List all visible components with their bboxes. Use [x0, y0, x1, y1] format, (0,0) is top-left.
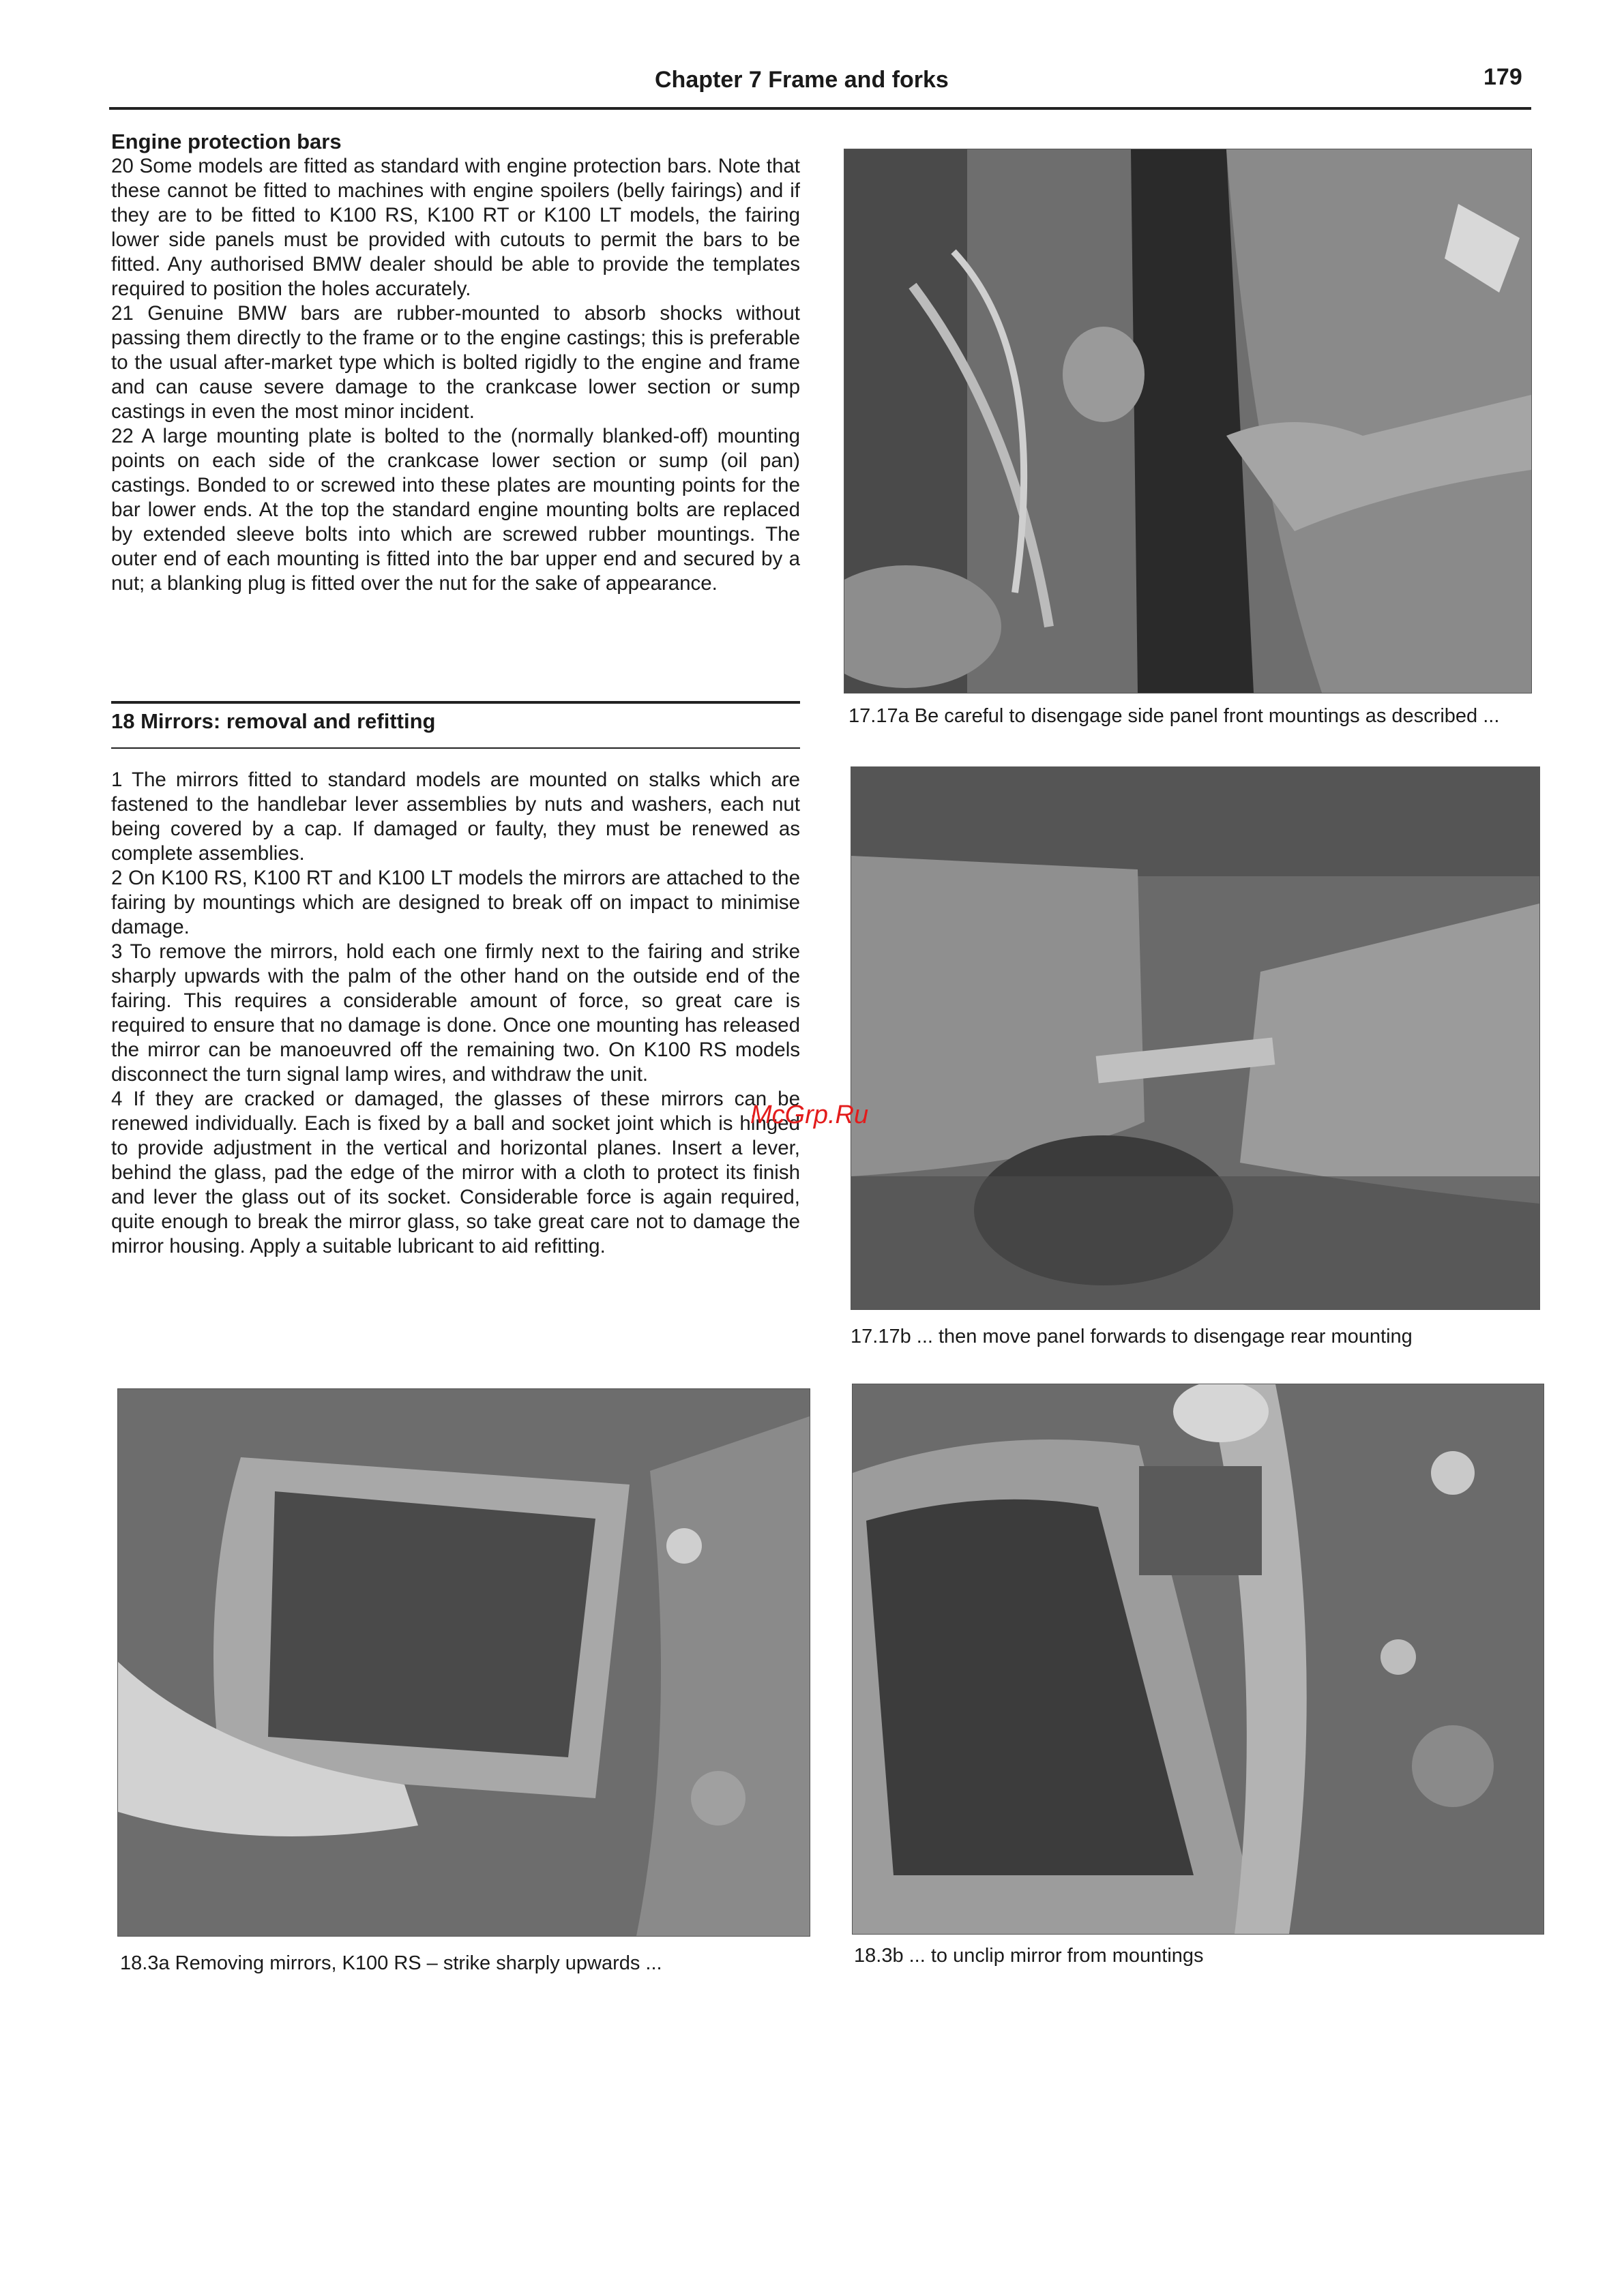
page-number: 179	[1483, 64, 1522, 90]
mirrors-section	[111, 768, 800, 1259]
paragraph-21: 21 Genuine BMW bars are rubber-mounted to absorb shocks without passing them directly to the frame or to the engine castings; this is preferable to the usual after-market type which is bolted rigidly to the engine and frame and can cause severe damage to the crankcase lower section or sump castings in even the most minor incident.	[111, 302, 800, 423]
engine-bars-heading: Engine protection bars	[111, 130, 342, 153]
paragraph-1: 1 The mirrors fitted to standard models are mounted on stalks which are fastened to the handlebar lever assemblies by nuts and washers, each nut being covered by a cap. If damaged or faulty, they must be renewed as complete assemblies.	[111, 769, 800, 865]
photo-17-17a	[844, 149, 1532, 694]
caption-17-17a: 17.17a Be careful to disengage side panel front mountings as described ...	[848, 705, 1500, 727]
caption-18-3b: 18.3b ... to unclip mirror from mountings	[854, 1945, 1204, 1967]
paragraph-4: 4 If they are cracked or damaged, the glasses of these mirrors can be renewed individually. Each is fixed by a ball and socket joint which is hinged to provide adjustment in the vertical and horizontal planes. Insert a lever, behind the glass, pad the edge of the mirror with a cloth to protect its finish and lever the glass out of its socket. Considerable force is again required, quite enough to break the mirror glass, so take great care not to damage the mirror housing. Apply a suitable lubricant to aid refitting.	[111, 1088, 800, 1257]
photo-18-3a	[117, 1388, 810, 1937]
paragraph-2: 2 On K100 RS, K100 RT and K100 LT models the mirrors are attached to the fairing by mountings which are designed to break off on impact to minimise damage.	[111, 867, 800, 938]
photo-17-17b	[851, 766, 1540, 1310]
photo-18-3b	[852, 1384, 1544, 1935]
paragraph-3: 3 To remove the mirrors, hold each one firmly next to the fairing and strike sharply upwards with the palm of the other hand on the outside end of the fairing. This requires a considerable amount of force, so great care is required to ensure that no damage is done. Once one mounting has released the mirror can be manoeuvred off the remaining two. On K100 RS models disconnect the turn signal lamp wires, and withdraw the unit.	[111, 940, 800, 1086]
engine-bars-section	[111, 130, 800, 596]
paragraph-20: 20 Some models are fitted as standard with engine protection bars. Note that these cannot be fitted to machines with engine spoilers (belly fairings) and if they are to be fitted to K100 RS, K100 RT or K100 LT models, the fairing lower side panels must be provided with cutouts to permit the bars to be fitted. Any authorised BMW dealer should be able to provide the templates required to position the holes accurately.	[111, 155, 800, 300]
watermark-text: McGrp.Ru	[750, 1101, 869, 1129]
caption-18-3a: 18.3a Removing mirrors, K100 RS – strike sharply upwards ...	[120, 1952, 662, 1974]
caption-17-17b: 17.17b ... then move panel forwards to disengage rear mounting	[851, 1326, 1413, 1347]
section-18-title: 18 Mirrors: removal and refitting	[111, 709, 436, 733]
paragraph-22: 22 A large mounting plate is bolted to the (normally blanked-off) mounting points on each side of the crankcase lower section or sump (oil pan) castings. Bonded to or screwed into these plates are mounting points for the bar lower ends. At the top the standard engine mounting bolts are replaced by extended sleeve bolts into which are screwed rubber mountings. The outer end of each mounting is fitted into the bar upper end and secured by a nut; a blanking plug is fitted over the nut for the sake of appearance.	[111, 425, 800, 595]
chapter-title: Chapter 7 Frame and forks	[655, 67, 949, 93]
header-rule	[109, 107, 1531, 110]
